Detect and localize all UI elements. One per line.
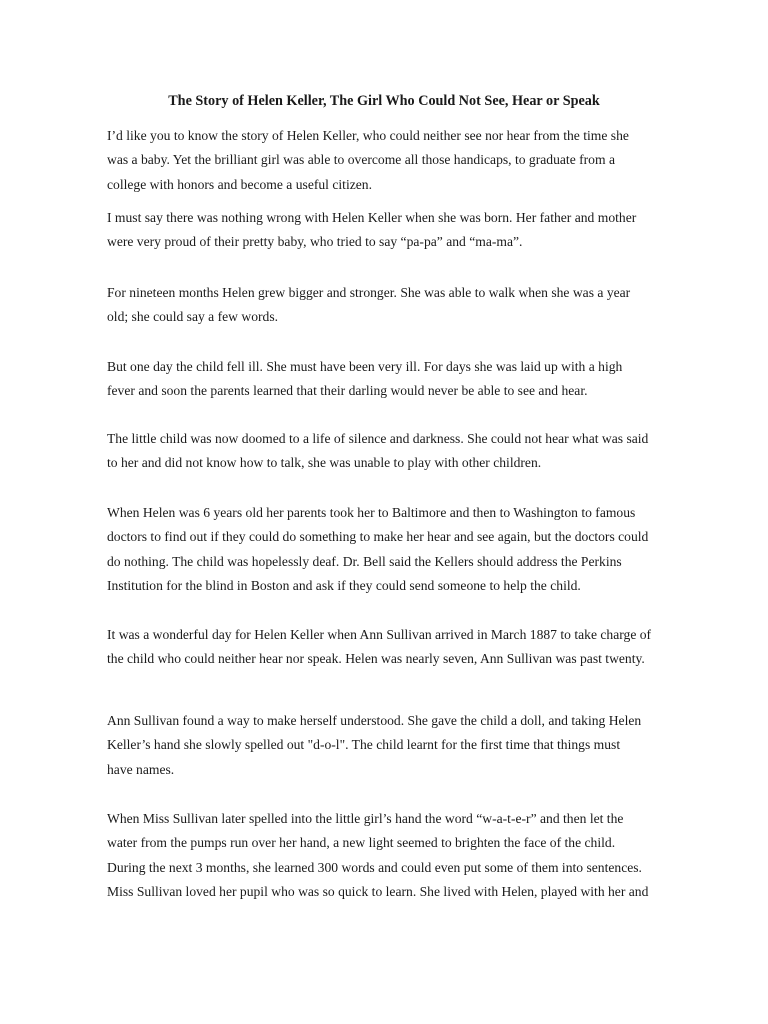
text-line: I’d like you to know the story of Helen Keller, who could neither see nor hear from the time she <box>107 128 629 143</box>
text-line: I must say there was nothing wrong with Helen Keller when she was born. Her father and mother <box>107 210 637 225</box>
text-line: Ann Sullivan found a way to make herself understood. She gave the child a doll, and taking Helen <box>107 713 642 728</box>
paragraph-2 <box>107 206 663 255</box>
paragraph-5 <box>107 427 663 476</box>
paragraph-3 <box>107 281 663 330</box>
paragraph-1 <box>107 124 663 197</box>
text-line: But one day the child fell ill. She must have been very ill. For days she was laid up with a high <box>107 359 623 374</box>
text-line: were very proud of their pretty baby, who tried to say “pa-pa” and “ma-ma”. <box>107 234 523 250</box>
text-line: Miss Sullivan loved her pupil who was so quick to learn. She lived with Helen, played with her and <box>107 884 649 900</box>
text-line: It was a wonderful day for Helen Keller when Ann Sullivan arrived in March 1887 to take charge of <box>107 627 652 642</box>
text-line: college with honors and become a useful citizen. <box>107 176 372 192</box>
paragraph-7 <box>107 623 663 672</box>
text-line: fever and soon the parents learned that their darling would never be able to see and hear. <box>107 383 588 399</box>
text-line: to her and did not know how to talk, she was unable to play with other children. <box>107 455 542 471</box>
paragraph-9 <box>107 807 663 905</box>
text-line: old; she could say a few words. <box>107 309 279 325</box>
text-line: was a baby. Yet the brilliant girl was able to overcome all those handicaps, to graduate from a <box>107 152 615 168</box>
paragraph-4 <box>107 355 663 404</box>
paragraph-6 <box>107 501 663 599</box>
text-line: When Helen was 6 years old her parents took her to Baltimore and then to Washington to famous <box>107 505 636 520</box>
paragraph-8 <box>107 709 663 782</box>
text-line: do nothing. The child was hopelessly deaf. Dr. Bell said the Kellers should address the Perkins <box>107 553 622 569</box>
text-line: doctors to find out if they could do something to make her hear and see again, but the doctors could <box>107 529 649 545</box>
text-line: water from the pumps run over her hand, a new light seemed to brighten the face of the child. <box>107 835 616 851</box>
text-line: Institution for the blind in Boston and ask if they could send someone to help the child. <box>107 578 581 594</box>
text-line: During the next 3 months, she learned 300 words and could even put some of them into sentences. <box>107 859 642 875</box>
text-line: have names. <box>107 761 175 777</box>
text-line: the child who could neither hear nor speak. Helen was nearly seven, Ann Sullivan was past twenty. <box>107 651 645 667</box>
text-line: When Miss Sullivan later spelled into the little girl’s hand the word “w-a-t-e-r” and then let the <box>107 811 624 826</box>
text-line: Keller’s hand she slowly spelled out "d-o-l". The child learnt for the first time that things must <box>107 737 621 753</box>
text-line: The little child was now doomed to a life of silence and darkness. She could not hear what was said <box>107 431 649 446</box>
document-title: The Story of Helen Keller, The Girl Who Could Not See, Hear or Speak <box>168 93 600 109</box>
text-line: For nineteen months Helen grew bigger and stronger. She was able to walk when she was a year <box>107 285 631 300</box>
